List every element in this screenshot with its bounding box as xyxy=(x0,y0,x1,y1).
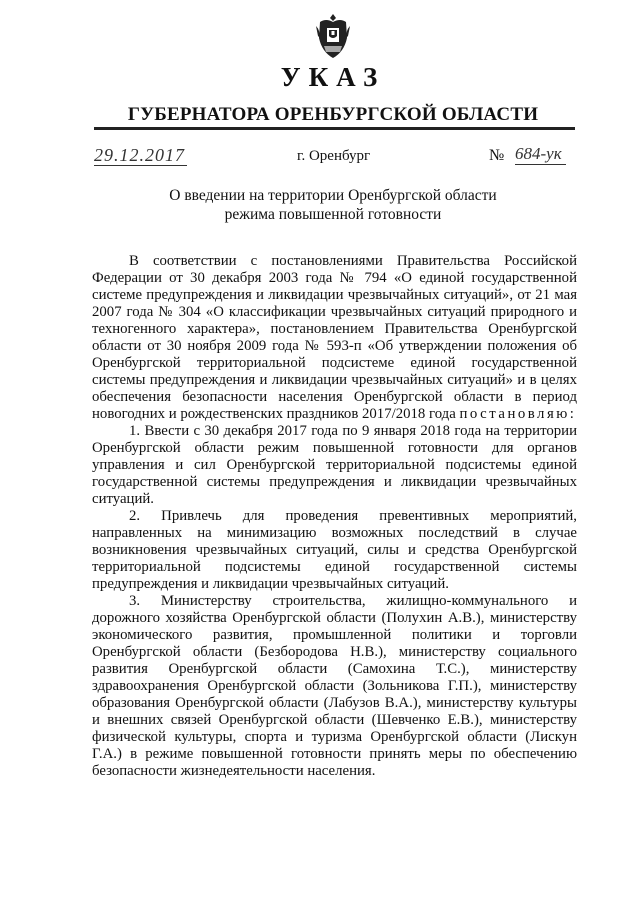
header-divider xyxy=(94,127,575,130)
item-2-paragraph: 2. Привлечь для проведения превентивных мероприятий, направленных на минимизацию возможных последствий в случае возникновения чрезвычайных ситуаций, силы и средства Оренбургской территориальной подсистемы единой государственной системы предупреждения и ликвидации чрезвычайных ситуаций. xyxy=(92,508,577,592)
document-city: г. Оренбург xyxy=(297,148,371,164)
decree-word: постановляю: xyxy=(459,406,577,422)
item-1-paragraph: 1. Ввести с 30 декабря 2017 года по 9 января 2018 года на территории Оренбургской области режим повышенной готовности для органов управления и сил Оренбургской территориальной подсистемы единой государственной системы предупреждения и ликвидации чрезвычайных ситуаций. xyxy=(92,423,577,507)
document-subtitle: ГУБЕРНАТОРА ОРЕНБУРГСКОЙ ОБЛАСТИ xyxy=(127,104,539,125)
document-number: 684-ук xyxy=(515,144,566,165)
preamble-text: В соответствии с постановлениями Правительства Российской Федерации от 30 декабря 2003 года № 794 «О единой государственной системе предупреждения и ликвидации чрезвычайных ситуаций», от 21 мая 2007 года № 304 «О классификации чрезвычайных ситуаций природного и техногенного характера», постановлением Правительства Оренбургской области от 30 ноября 2009 года № 593-п «Об утверждении положения об Оренбургской территориальной подсистеме единой государственной системы предупреждения и ликвидации чрезвычайных ситуаций» и в целях обеспечения безопасности населения Оренбургской области в период новогодних и рождественских праздников 2017/2018 года xyxy=(92,253,577,422)
coat-of-arms-emblem xyxy=(314,12,352,60)
document-body xyxy=(92,253,577,780)
document-title: УКАЗ xyxy=(280,62,386,92)
document-date: 29.12.2017 xyxy=(94,145,185,165)
document-number-label: № xyxy=(489,147,505,164)
item-3-paragraph: 3. Министерству строительства, жилищно-коммунального и дорожного хозяйства Оренбургской области (Полухин А.В.), министерству экономического развития, промышленной политики и торговли Оренбургской области (Безбородова Н.В.), министерству социального развития Оренбургской области (Самохина Т.С.), министерству здравоохранения Оренбургской области (Зольникова Г.П.), министерству образования Оренбургской области (Лабузов В.А.), министерству культуры и внешних связей Оренбургской области (Шевченко Е.В.), министерству физической культуры, спорта и туризма Оренбургской области (Лискун Г.А.) в режиме повышенной готовности принять меры по обеспечению безопасности жизнедеятельности населения. xyxy=(92,593,577,779)
preamble-paragraph xyxy=(92,253,577,423)
document-heading: О введении на территории Оренбургской области режима повышенной готовности xyxy=(169,187,497,223)
